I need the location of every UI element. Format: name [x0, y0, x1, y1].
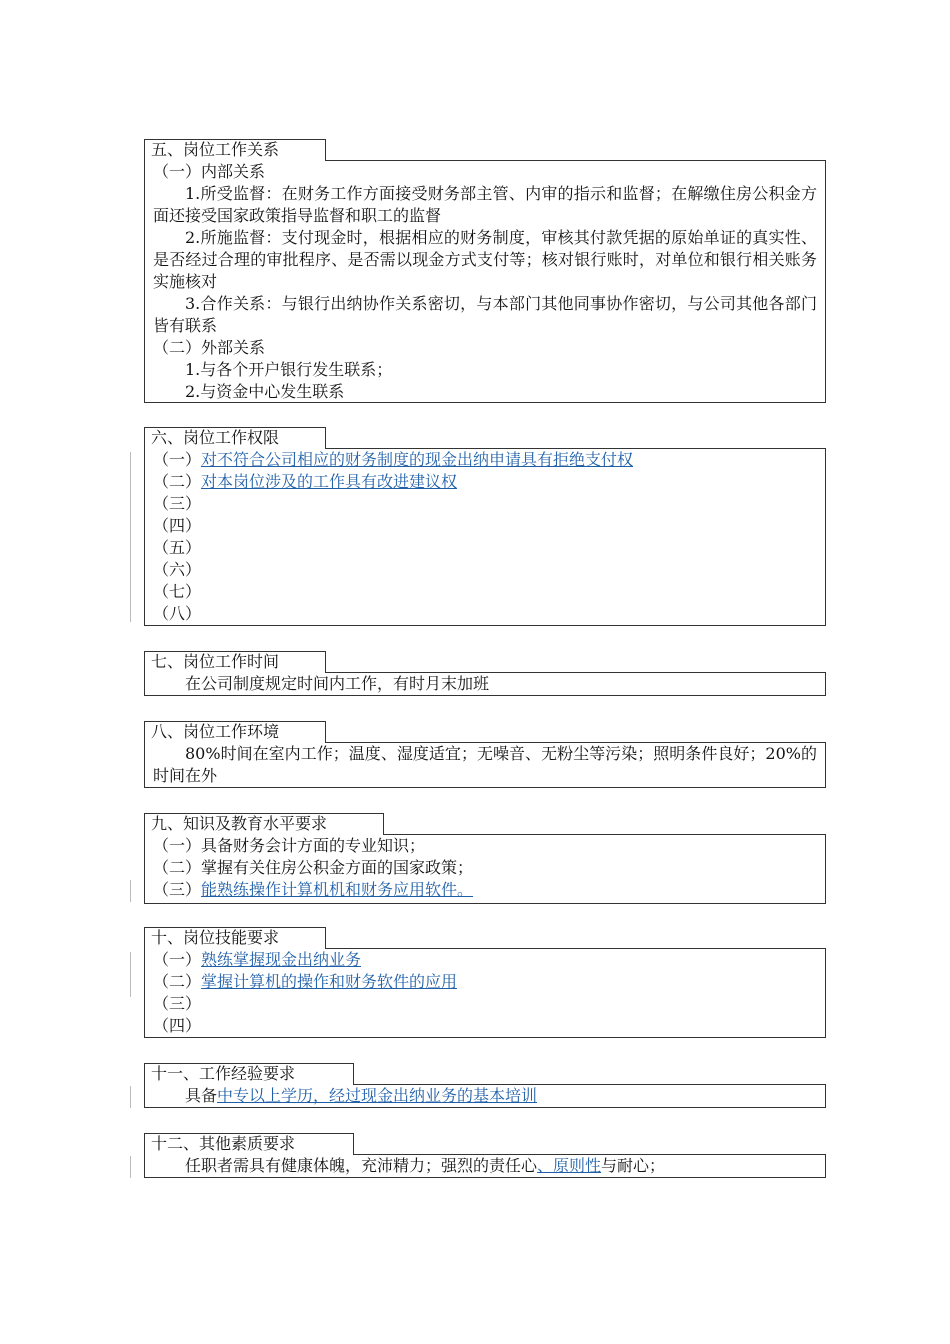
- section-job-authority: [144, 426, 826, 626]
- qualities-link[interactable]: 、原则性: [537, 1156, 602, 1175]
- skill-item-2: （二）掌握计算机的操作和财务软件的应用: [153, 972, 458, 991]
- section-title: 九、知识及教育水平要求: [144, 813, 384, 835]
- skill-item-4: （四）: [153, 1016, 202, 1035]
- section-experience: [144, 1062, 826, 1108]
- item-cooperation: 3.合作关系：与银行出纳协作关系密切，与本部门其他同事协作密切，与公司其他各部门皆有联系: [153, 294, 817, 335]
- education-link-3[interactable]: 能熟练操作计算机机和财务应用软件。: [201, 880, 474, 899]
- authority-item-2: （二）对本岗位涉及的工作具有改进建议权: [153, 472, 458, 491]
- section-body: [144, 1154, 826, 1178]
- education-item-3: （三）能熟练操作计算机机和财务应用软件。: [153, 880, 474, 899]
- section-skills: [144, 926, 826, 1038]
- section-body: [144, 834, 826, 904]
- authority-link-1[interactable]: 对不符合公司相应的财务制度的现金出纳申请具有拒绝支付权: [201, 450, 634, 469]
- item-banks: 1.与各个开户银行发生联系；: [185, 360, 393, 379]
- section-title: 十一、工作经验要求: [144, 1063, 354, 1085]
- item-supervises: 2.所施监督：支付现金时，根据相应的财务制度，审核其付款凭据的原始单证的真实性、是否经过合理的审批程序、是否需以现金方式支付等；核对银行账时，对单位和银行相关账务实施核对: [153, 228, 817, 291]
- section-title: 十、岗位技能要求: [144, 927, 326, 949]
- section-work-environment: [144, 720, 826, 788]
- section-title: 十二、其他素质要求: [144, 1133, 354, 1155]
- revision-bar: [130, 1156, 131, 1178]
- skill-item-3: （三）: [153, 994, 202, 1013]
- authority-item-5: （五）: [153, 538, 202, 557]
- experience-text: 具备中专以上学历，经过现金出纳业务的基本培训: [185, 1086, 538, 1105]
- section-title: 八、岗位工作环境: [144, 721, 326, 743]
- item-fund-center: 2.与资金中心发生联系: [185, 382, 345, 401]
- education-item-1: （一）具备财务会计方面的专业知识；: [153, 836, 426, 855]
- subheading-external: （二）外部关系: [153, 338, 266, 357]
- qualities-text: 任职者需具有健康体魄，充沛精力；强烈的责任心、原则性与耐心；: [185, 1156, 666, 1175]
- authority-item-3: （三）: [153, 494, 202, 513]
- revision-bar: [130, 452, 131, 622]
- revision-bar: [130, 1086, 131, 1108]
- section-body: [144, 160, 826, 403]
- section-title: 五、岗位工作关系: [144, 139, 326, 161]
- section-work-time: [144, 650, 826, 696]
- section-body: [144, 672, 826, 696]
- subheading-internal: （一）内部关系: [153, 162, 266, 181]
- section-body: [144, 742, 826, 788]
- item-supervised-by: 1.所受监督：在财务工作方面接受财务部主管、内审的指示和监督；在解缴住房公积金方面还接受国家政策指导监督和职工的监督: [153, 184, 817, 225]
- environment-text: 80%时间在室内工作；温度、湿度适宜；无噪音、无粉尘等污染；照明条件良好；20%的时间在外: [153, 744, 817, 785]
- authority-item-1: （一）对不符合公司相应的财务制度的现金出纳申请具有拒绝支付权: [153, 450, 634, 469]
- section-job-relations: [144, 138, 826, 403]
- work-time-text: 在公司制度规定时间内工作，有时月末加班: [185, 674, 490, 693]
- experience-link[interactable]: 中专以上学历，经过现金出纳业务的基本培训: [217, 1086, 538, 1105]
- authority-item-8: （八）: [153, 604, 202, 623]
- section-body: [144, 448, 826, 626]
- revision-bar: [130, 952, 131, 997]
- education-item-2: （二）掌握有关住房公积金方面的国家政策；: [153, 858, 474, 877]
- section-education: [144, 812, 826, 904]
- skill-item-1: （一）熟练掌握现金出纳业务: [153, 950, 362, 969]
- section-title: 七、岗位工作时间: [144, 651, 326, 673]
- section-other-qualities: [144, 1132, 826, 1178]
- revision-bar: [130, 880, 131, 902]
- section-body: [144, 948, 826, 1038]
- section-title: 六、岗位工作权限: [144, 427, 326, 449]
- authority-item-7: （七）: [153, 582, 202, 601]
- authority-link-2[interactable]: 对本岗位涉及的工作具有改进建议权: [201, 472, 458, 491]
- skill-link-1[interactable]: 熟练掌握现金出纳业务: [201, 950, 362, 969]
- skill-link-2[interactable]: 掌握计算机的操作和财务软件的应用: [201, 972, 458, 991]
- authority-item-4: （四）: [153, 516, 202, 535]
- section-body: [144, 1084, 826, 1108]
- authority-item-6: （六）: [153, 560, 202, 579]
